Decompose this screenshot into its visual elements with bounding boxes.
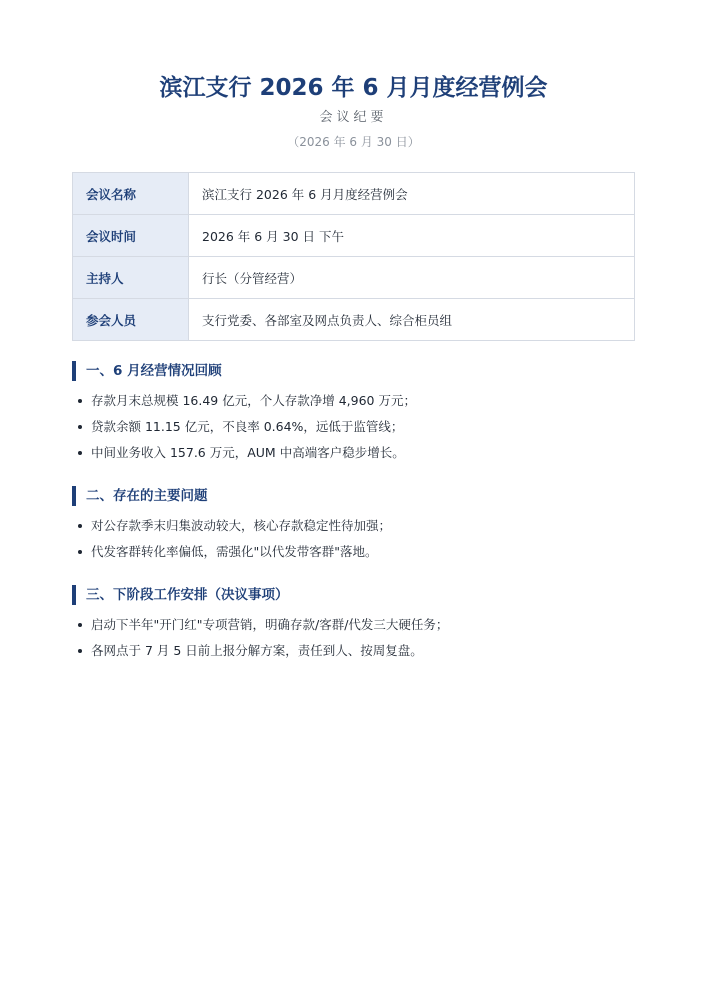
list-item-text: 各网点于 7 月 5 日前上报分解方案，责任到人、按周复盘。	[91, 643, 423, 658]
list-item-text: 中间业务收入 157.6 万元，AUM 中高端客户稳步增长。	[91, 445, 405, 460]
list-item	[72, 638, 635, 664]
bullet-icon	[78, 550, 82, 554]
info-key: 主持人	[73, 257, 189, 299]
info-key: 会议名称	[73, 173, 189, 215]
info-value: 滨江支行 2026 年 6 月月度经营例会	[189, 173, 635, 215]
list-item	[72, 612, 635, 638]
bullet-icon	[78, 399, 82, 403]
bullet-list	[72, 612, 635, 664]
list-item	[72, 539, 635, 565]
page-title: 滨江支行 2026 年 6 月月度经营例会	[159, 75, 548, 101]
list-item-text: 代发客群转化率偏低，需强化"以代发带客群"落地。	[91, 544, 378, 559]
section-review	[72, 361, 635, 466]
info-value: 行长（分管经营）	[189, 257, 635, 299]
list-item-text: 贷款余额 11.15 亿元，不良率 0.64%，远低于监管线；	[91, 419, 404, 434]
list-item-text: 启动下半年"开门红"专项营销，明确存款/客群/代发三大硬任务；	[91, 617, 449, 632]
section-heading: 二、存在的主要问题	[72, 486, 635, 506]
list-item	[72, 440, 635, 466]
page-subtitle: 会议纪要	[319, 110, 388, 125]
section-next-steps	[72, 585, 635, 664]
section-problems	[72, 486, 635, 565]
list-item	[72, 388, 635, 414]
bullet-icon	[78, 623, 82, 627]
bullet-list	[72, 513, 635, 565]
list-item-text: 存款月末总规模 16.49 亿元，个人存款净增 4,960 万元；	[91, 393, 416, 408]
section-heading: 一、6 月经营情况回顾	[72, 361, 635, 381]
meeting-info-table	[72, 172, 635, 341]
info-row-attendees	[73, 299, 635, 341]
info-row-meeting-name	[73, 173, 635, 215]
bullet-icon	[78, 649, 82, 653]
info-key: 会议时间	[73, 215, 189, 257]
info-row-meeting-time	[73, 215, 635, 257]
info-value: 2026 年 6 月 30 日 下午	[189, 215, 635, 257]
list-item-text: 对公存款季末归集波动较大，核心存款稳定性待加强；	[91, 518, 392, 533]
list-item	[72, 513, 635, 539]
bullet-icon	[78, 451, 82, 455]
meeting-date-line: （2026 年 6 月 30 日）	[287, 135, 420, 149]
bullet-icon	[78, 425, 82, 429]
bullet-icon	[78, 524, 82, 528]
section-heading: 三、下阶段工作安排（决议事项）	[72, 585, 635, 605]
info-key: 参会人员	[73, 299, 189, 341]
info-value: 支行党委、各部室及网点负责人、综合柜员组	[189, 299, 635, 341]
info-row-host	[73, 257, 635, 299]
bullet-list	[72, 388, 635, 466]
list-item	[72, 414, 635, 440]
